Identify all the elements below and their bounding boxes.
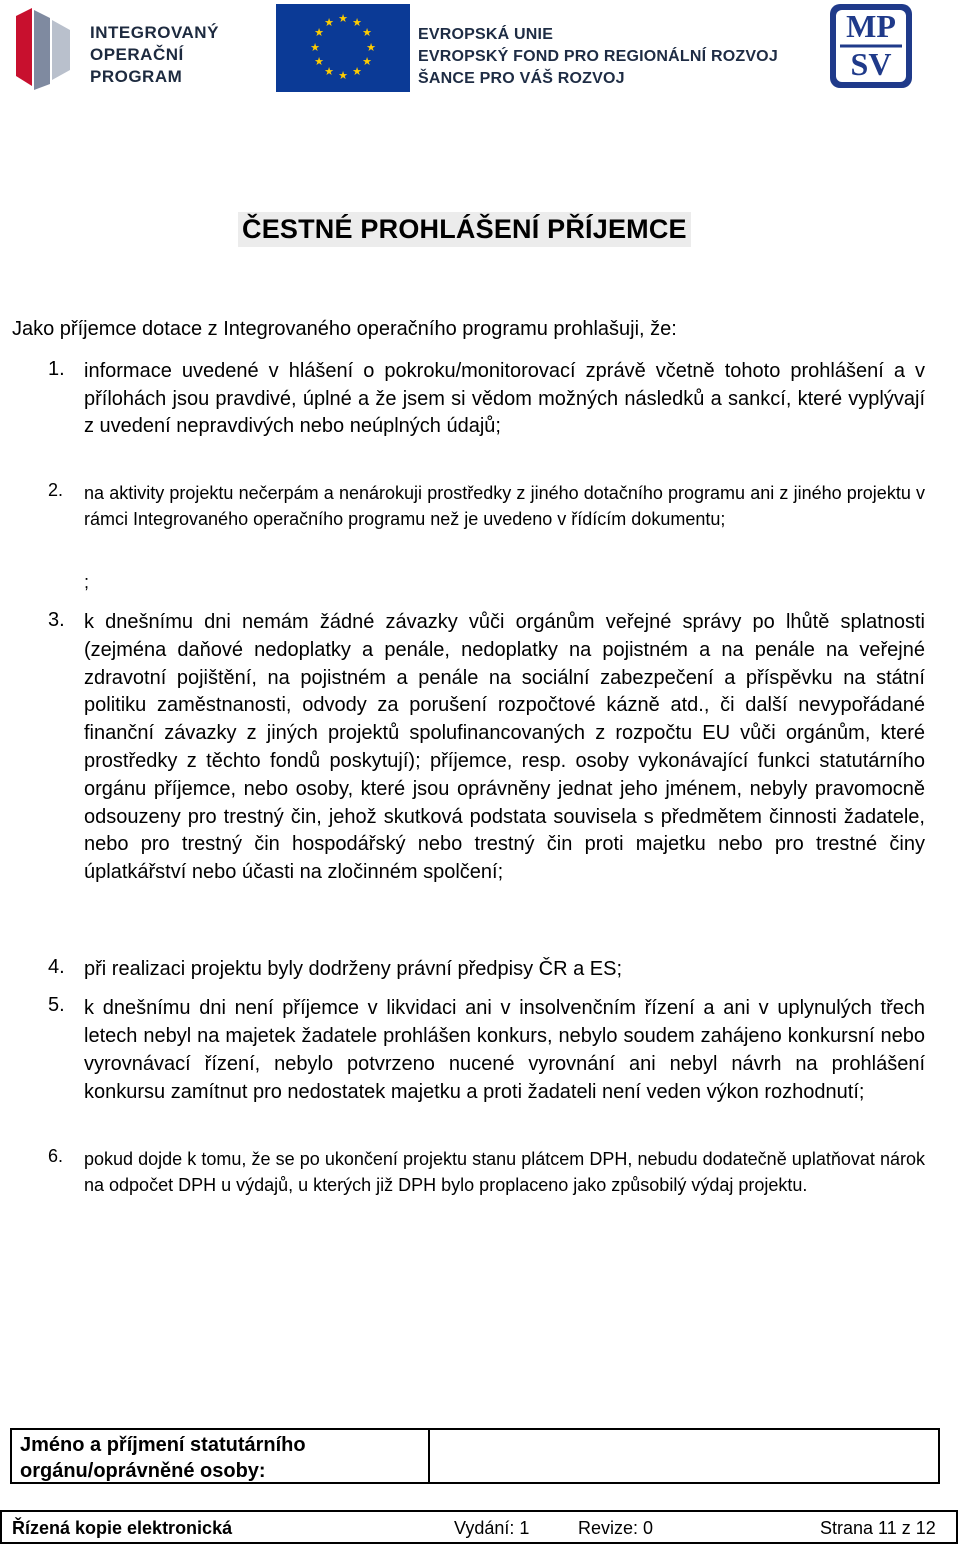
- svg-text:★: ★: [324, 16, 334, 29]
- document-title: ČESTNÉ PROHLÁŠENÍ PŘÍJEMCE: [238, 212, 691, 247]
- iop-line-3: PROGRAM: [90, 67, 183, 86]
- mpsv-top-text: MP: [846, 8, 896, 44]
- svg-text:★: ★: [314, 26, 324, 39]
- svg-text:★: ★: [338, 12, 348, 25]
- svg-text:★: ★: [310, 41, 320, 54]
- svg-text:★: ★: [338, 69, 348, 82]
- iop-logo-text: [90, 22, 219, 88]
- item-number: 3.: [48, 609, 65, 631]
- item-text: k dnešnímu dni není příjemce v likvidaci ani v insolvenčním řízení a ani v uplynulých třech letech nebyl na majetek žadatele prohlášen konkurs, nebylo soudem zahájeno konkursní nebo vyrovnávací řízení, nebylo potvrzeno nucené vyrovnání ani nebyl návrh na prohlášení konkursu zamítnut pro nedostatek majetku a proti žadateli není veden výkon rozhodnutí;: [84, 997, 925, 1103]
- item-number: 2.: [48, 480, 64, 500]
- eu-flag-icon: [276, 4, 410, 92]
- svg-text:★: ★: [314, 55, 324, 68]
- iop-line-1: INTEGROVANÝ: [90, 23, 219, 42]
- item-text: na aktivity projektu nečerpám a nenárokuji prostředky z jiného dotačního programu ani z jiného projektu v rámci Integrovaného operačního programu než je uvedeno v řídícím dokumentu;: [84, 483, 925, 529]
- item-number: 5.: [48, 994, 65, 1016]
- eu-logo-text: [418, 24, 778, 90]
- svg-text:★: ★: [324, 65, 334, 78]
- item-text: informace uvedené v hlášení o pokroku/monitorovací zprávě včetně tohoto prohlášení a v přílohách jsou pravdivé, úplné a že jsem si vědom možných následků a sankcí, které vyplývají z uvedení nepravdivých nebo neúplných údajů;: [84, 360, 925, 437]
- svg-text:★: ★: [366, 41, 376, 54]
- footer-revision: Revize: 0: [578, 1518, 654, 1538]
- item-text: k dnešnímu dni nemám žádné závazky vůči orgánům veřejné správy po lhůtě splatnosti (zejména daňové nedoplatky a penále, nedoplatky na pojistném a na penále na veřejné zdravotní pojištění, na pojistném a penále na sociální zabezpečení a příspěvku na státní politiku zaměstnanosti, odvody za porušení rozpočtové kázně atd., či další nevypořádané finanční závazky z jiných projektů spolufinancovaných z rozpočtu EU vůči orgánům, které prostředky z těchto fondů poskytují); příjemce, resp. osoby vykonávající funkci statutárního orgánu příjemce, nebo osoby, které jsou oprávněny jednat jeho jménem, nebyly pravomocně odsouzeny pro trestný čin, jehož skutková podstata souvisela s předmětem činnosti žadatele, nebo pro trestný čin hospodářský nebo trestný čin proti majetku nebo pro trestné činy úplatkářství nebo účasti na zločinném spolčení;: [84, 611, 925, 884]
- eu-line-3: ŠANCE PRO VÁŠ ROZVOJ: [418, 70, 625, 87]
- footer-edition: Vydání: 1: [454, 1518, 530, 1538]
- item-text: při realizaci projektu byly dodrženy právní předpisy ČR a ES;: [84, 958, 623, 980]
- signature-value-field[interactable]: [430, 1430, 938, 1482]
- item-number: 6.: [48, 1146, 64, 1166]
- svg-text:★: ★: [362, 55, 372, 68]
- svg-text:★: ★: [352, 16, 362, 29]
- signature-label: Jméno a příjmení statutárního orgánu/oprávněné osoby:: [12, 1430, 430, 1482]
- footer-page-number: Strana 11 z 12: [820, 1518, 936, 1538]
- eu-line-1: EVROPSKÁ UNIE: [418, 26, 554, 43]
- mpsv-bottom-text: SV: [850, 46, 892, 82]
- page-footer: [0, 1510, 958, 1544]
- item-text: pokud dojde k tomu, že se po ukončení projektu stanu plátcem DPH, nebudu dodatečně uplatňovat nárok na odpočet DPH u výdajů, u kterých již DPH bylo proplaceno jako způsobilý výdaj projektu.: [84, 1149, 925, 1195]
- iop-logo: [10, 6, 260, 92]
- iop-line-2: OPERAČNÍ: [90, 45, 184, 64]
- item-number: 4.: [48, 956, 65, 978]
- signature-table: [10, 1428, 940, 1484]
- eu-line-2: EVROPSKÝ FOND PRO REGIONÁLNÍ ROZVOJ: [418, 48, 778, 65]
- svg-text:★: ★: [352, 65, 362, 78]
- svg-text:★: ★: [362, 26, 372, 39]
- item-number: 1.: [48, 358, 65, 380]
- mpsv-logo: [828, 2, 914, 90]
- intro-text: Jako příjemce dotace z Integrovaného operačního programu prohlašuji, že:: [12, 318, 677, 340]
- footer-copy-status: Řízená kopie elektronická: [12, 1518, 233, 1538]
- stray-semicolon: ;: [84, 572, 90, 592]
- iop-logo-mark-icon: [10, 6, 80, 92]
